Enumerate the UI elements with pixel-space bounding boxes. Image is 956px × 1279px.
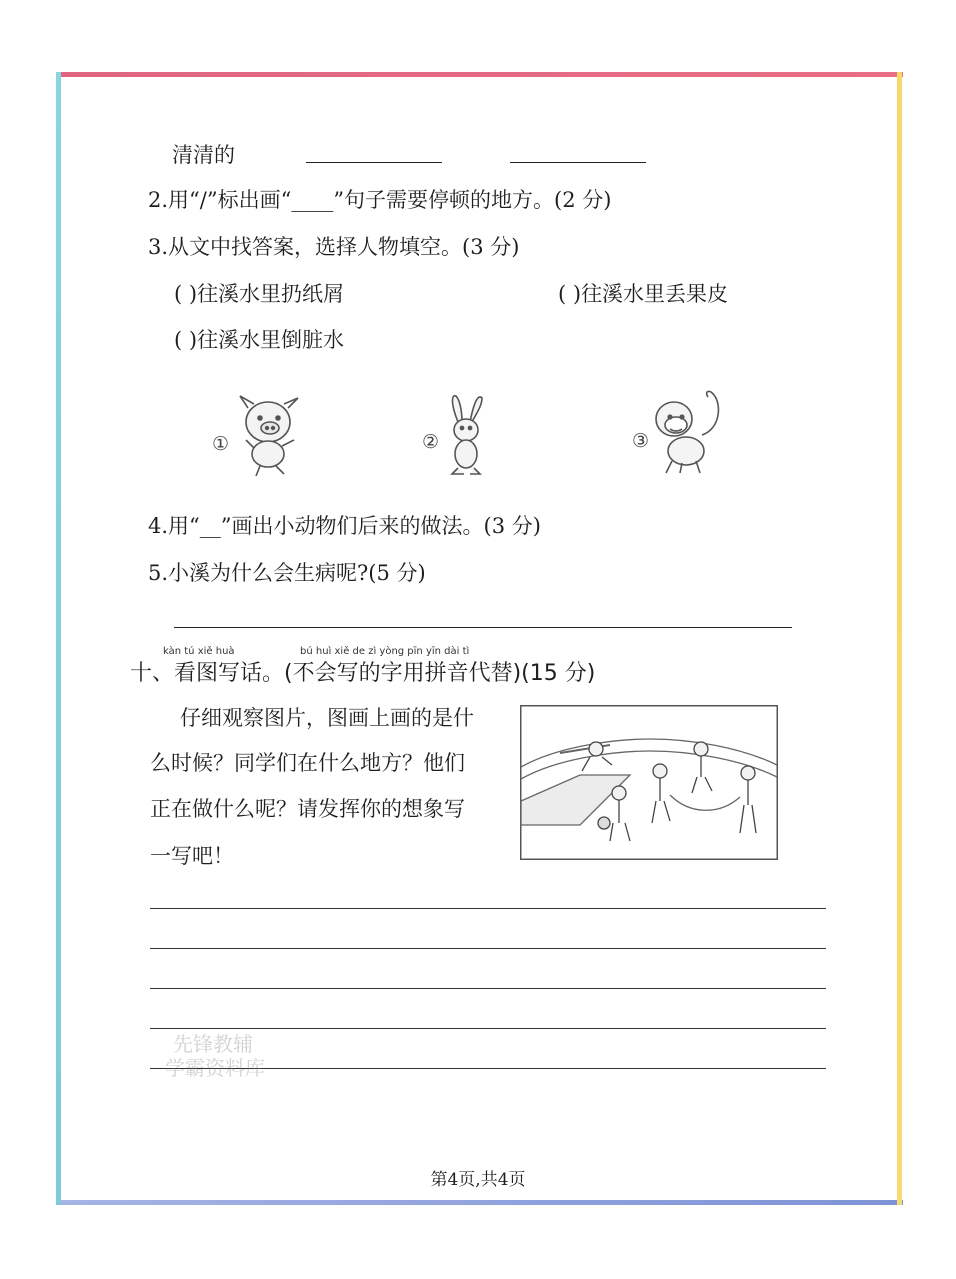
- frame-left-border: [56, 72, 61, 1205]
- monkey-illustration: [630, 385, 730, 477]
- answer-blank-2[interactable]: [510, 162, 646, 163]
- rabbit-illustration: [420, 392, 500, 478]
- watermark-line-2: 学霸资料库: [165, 1056, 265, 1080]
- q1-word-label: 清清的: [172, 143, 235, 167]
- question-3: 3.从文中找答案，选择人物填空。(3 分): [148, 235, 520, 259]
- frame-top-border: [58, 72, 903, 77]
- option-text: 往溪水里丢果皮: [581, 282, 729, 306]
- option-text: 往溪水里扔纸屑: [197, 282, 345, 306]
- question-2: 2.用“/”标出画“____”句子需要停顿的地方。(2 分): [148, 188, 612, 212]
- animal-number-3: ③: [632, 430, 650, 452]
- prompt-line-1: 仔细观察图片，图画上画的是什: [180, 706, 474, 730]
- page-number: 第4页,共4页: [430, 1170, 526, 1190]
- question-5: 5.小溪为什么会生病呢?(5 分): [148, 561, 426, 585]
- pig-illustration: [210, 392, 315, 478]
- q3-option-1: [174, 282, 344, 306]
- title-pinyin-2: bú huì xiě de zì yòng pīn yīn dài tì: [300, 646, 470, 657]
- section-10-title: 十、看图写话。(不会写的字用拼音代替)(15 分): [130, 661, 596, 686]
- q3-option-3: [174, 328, 344, 352]
- prompt-line-3: 正在做什么呢？请发挥你的想象写: [150, 797, 465, 821]
- frame-bottom-border: [58, 1200, 903, 1205]
- writing-line-3[interactable]: [150, 988, 826, 989]
- writing-line-1[interactable]: [150, 908, 826, 909]
- answer-blank-1[interactable]: [306, 162, 442, 163]
- animal-number-2: ②: [422, 431, 440, 453]
- frame-right-border: [897, 72, 902, 1205]
- answer-paren[interactable]: ( ): [174, 328, 198, 352]
- prompt-line-2: 么时候？同学们在什么地方？他们: [150, 751, 465, 775]
- question-4: 4.用“__”画出小动物们后来的做法。(3 分): [148, 514, 541, 538]
- q3-option-2: [558, 282, 728, 306]
- watermark: [165, 1032, 265, 1080]
- title-pinyin-1: kàn tú xiě huà: [163, 646, 235, 657]
- writing-line-4[interactable]: [150, 1028, 826, 1029]
- animal-number-1: ①: [212, 433, 230, 455]
- q5-answer-line[interactable]: [174, 627, 792, 628]
- watermark-line-1: 先锋教辅: [173, 1032, 253, 1056]
- answer-paren[interactable]: ( ): [174, 282, 198, 306]
- option-text: 往溪水里倒脏水: [197, 328, 345, 352]
- answer-paren[interactable]: ( ): [558, 282, 582, 306]
- playground-scene-illustration: [520, 705, 778, 860]
- prompt-line-4: 一写吧！: [150, 844, 234, 868]
- writing-line-2[interactable]: [150, 948, 826, 949]
